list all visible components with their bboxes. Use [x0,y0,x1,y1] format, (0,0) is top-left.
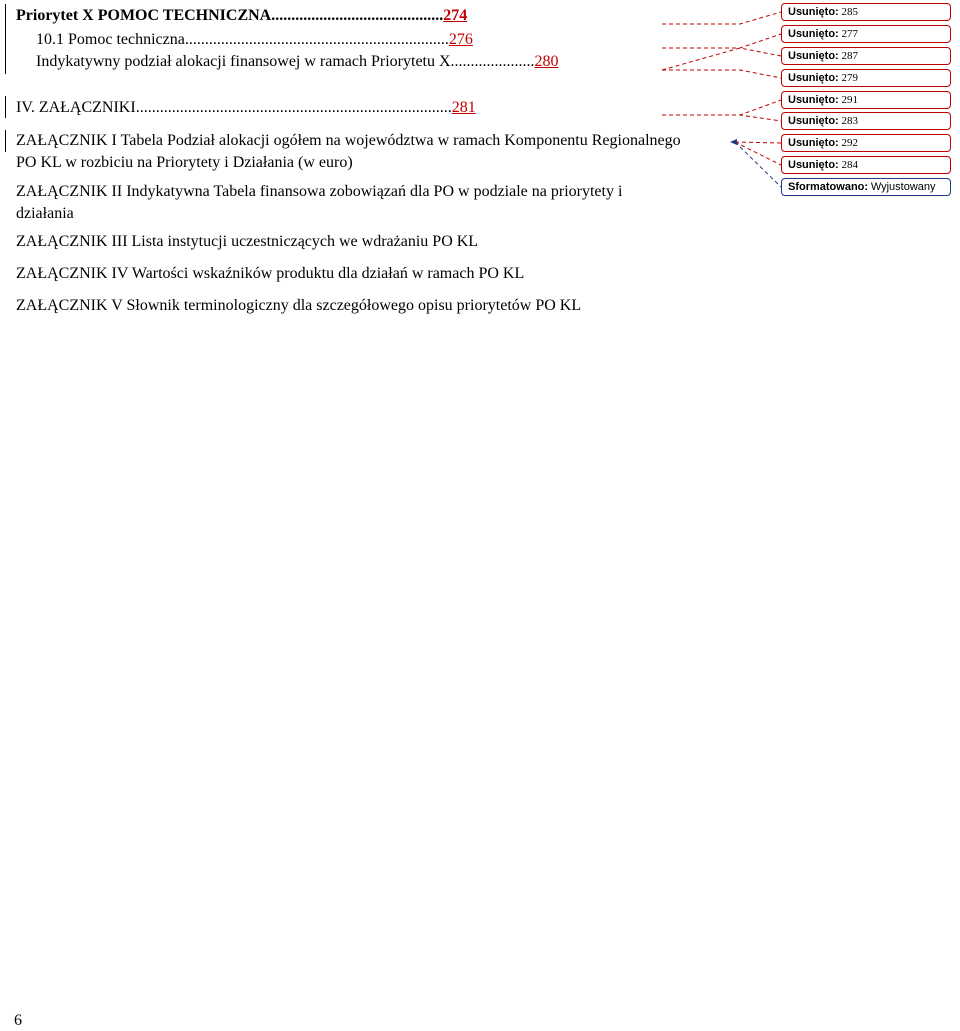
revision-balloon-deletion[interactable] [781,69,951,87]
page-number: 6 [14,1012,22,1029]
balloon-value: 285 [841,6,858,18]
revision-balloon-deletion[interactable] [781,156,951,174]
revision-balloon-deletion[interactable] [781,3,951,21]
leader-line [735,142,781,165]
balloon-label: Usunięto: [788,137,839,149]
balloon-value: 277 [841,28,858,40]
toc-leader-dots: ............................................................................... [135,99,452,116]
leader-line [735,142,781,143]
balloon-value: 284 [841,159,858,171]
revision-balloon-deletion[interactable] [781,47,951,65]
leader-line [662,100,781,115]
balloon-value: 291 [841,94,858,106]
annex-line: działania [16,205,74,222]
toc-entry-text: Indykatywny podział alokacji finansowej w ramach Priorytetu X [36,53,451,70]
balloon-value: 287 [841,50,858,62]
balloon-value: 283 [841,115,858,127]
balloon-value: 279 [841,72,858,84]
annex-line: ZAŁĄCZNIK II Indykatywna Tabela finansowa zobowiązań dla PO w podziale na priorytety i [16,183,623,200]
revision-balloon-deletion[interactable] [781,112,951,130]
balloon-label: Usunięto: [788,6,839,18]
toc-page-number[interactable]: 276 [448,31,473,48]
balloon-value: Wyjustowany [870,181,936,193]
leader-line [662,48,781,70]
leader-line [662,115,781,121]
toc-leader-dots: ..................... [450,53,535,70]
toc-page-number[interactable]: 274 [443,7,468,24]
leader-line-format [735,142,781,187]
annex-line: ZAŁĄCZNIK IV Wartości wskaźników produktu dla działań w ramach PO KL [16,265,525,282]
toc-page-number[interactable]: 281 [451,99,476,116]
leader-line [662,34,781,48]
leader-arrow [730,139,737,145]
revision-balloon-deletion[interactable] [781,134,951,152]
balloon-label: Usunięto: [788,72,839,84]
annex-line: ZAŁĄCZNIK I Tabela Podział alokacji ogółem na województwa w ramach Komponentu Regionalnego [16,132,681,149]
annex-line: PO KL w rozbiciu na Priorytety i Działania (w euro) [16,154,353,171]
balloon-label: Usunięto: [788,115,839,127]
toc-entry-text: IV. ZAŁĄCZNIKI [16,99,136,116]
balloon-value: 292 [841,137,858,149]
toc-entry-text: 10.1 Pomoc techniczna [36,31,185,48]
toc-leader-dots: ........................................... [271,7,444,24]
balloon-label: Sformatowano: [788,181,869,193]
toc-leader-dots: .................................................................. [184,31,449,48]
balloon-label: Usunięto: [788,94,839,106]
balloon-label: Usunięto: [788,159,839,171]
toc-page-number[interactable]: 280 [534,53,559,70]
toc-entry-text: Priorytet X POMOC TECHNICZNA [16,7,272,24]
balloon-label: Usunięto: [788,50,839,62]
annex-line: ZAŁĄCZNIK V Słownik terminologiczny dla szczegółowego opisu priorytetów PO KL [16,297,582,314]
annex-line: ZAŁĄCZNIK III Lista instytucji uczestniczących we wdrażaniu PO KL [16,233,479,250]
revision-balloon-deletion[interactable] [781,91,951,109]
balloon-label: Usunięto: [788,28,839,40]
revision-balloon-format[interactable] [781,178,951,196]
leader-line [662,70,781,78]
leader-line [662,12,781,24]
revision-balloon-deletion[interactable] [781,25,951,43]
